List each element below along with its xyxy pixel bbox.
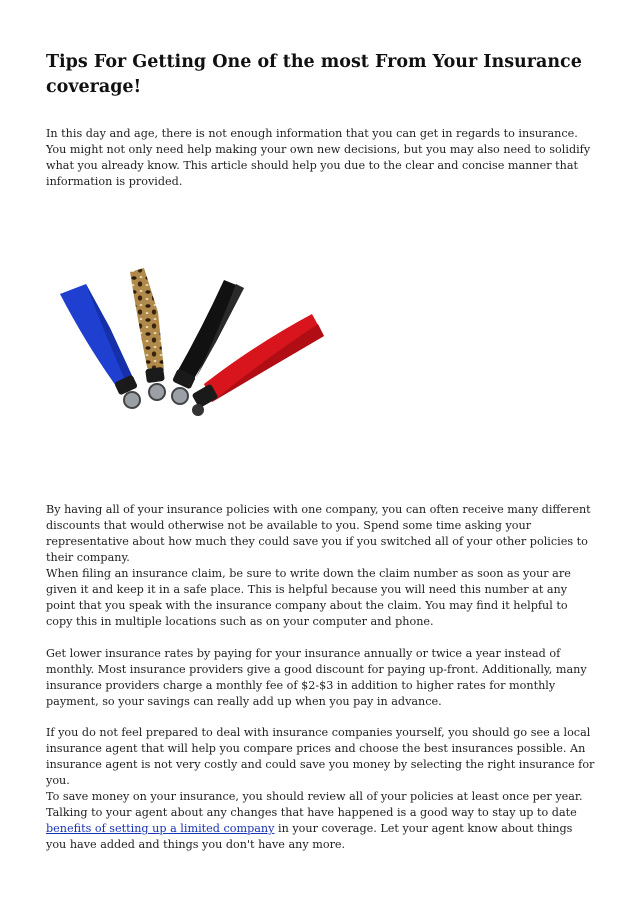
blue-umbrella (60, 284, 140, 408)
paragraph-intro: In this day and age, there is not enough information that you can get in regards to insurance. You might not only need help making your own new decisions, but you may also need to solidify what you already know. This article should help you due to the clear and concise manner that information is provided. (46, 127, 591, 188)
paragraph-pay-annually: Get lower insurance rates by paying for your insurance annually or twice a year instead of monthly. Most insurance providers give a good discount for paying up-front. Additionally, many insurance providers charge a monthly fee of $2-$3 in addition to higher rates for monthly payment, so your savings can really add up when you pay in advance. (46, 647, 587, 708)
leopard-umbrella (130, 268, 165, 400)
paragraph-review-policies (46, 789, 596, 853)
umbrellas-image (46, 232, 328, 450)
limited-company-link[interactable]: benefits of setting up a limited company (46, 822, 275, 835)
paragraph-text-start: To save money on your insurance, you should review all of your policies at least once per year. Talking to your agent about any changes that have happened is a good way to stay up to date (46, 790, 583, 819)
paragraph-claim-number: When filing an insurance claim, be sure to write down the claim number as soon as your are given it and keep it in a safe place. This is helpful because you will need this number at any point that you speak with the insurance company about the claim. You may find it helpful to copy this in multiple locations such as on your computer and phone. (46, 567, 571, 628)
paragraph-text-end: in your coverage. Let your agent know about things you have added and things you don't have any more. (46, 822, 573, 851)
paragraph-local-agent: If you do not feel prepared to deal with insurance companies yourself, you should go see a local insurance agent that will help you compare prices and choose the best insurances possible. An insurance agent is not very costly and could save you money by selecting the right insurance for you. (46, 726, 595, 787)
paragraph-one-company: By having all of your insurance policies with one company, you can often receive many different discounts that would otherwise not be available to you. Spend some time asking your representative about how much they could save you if you switched all of your other policies to their company. (46, 503, 591, 564)
page-title: Tips For Getting One of the most From Your Insurance coverage! (46, 52, 582, 97)
